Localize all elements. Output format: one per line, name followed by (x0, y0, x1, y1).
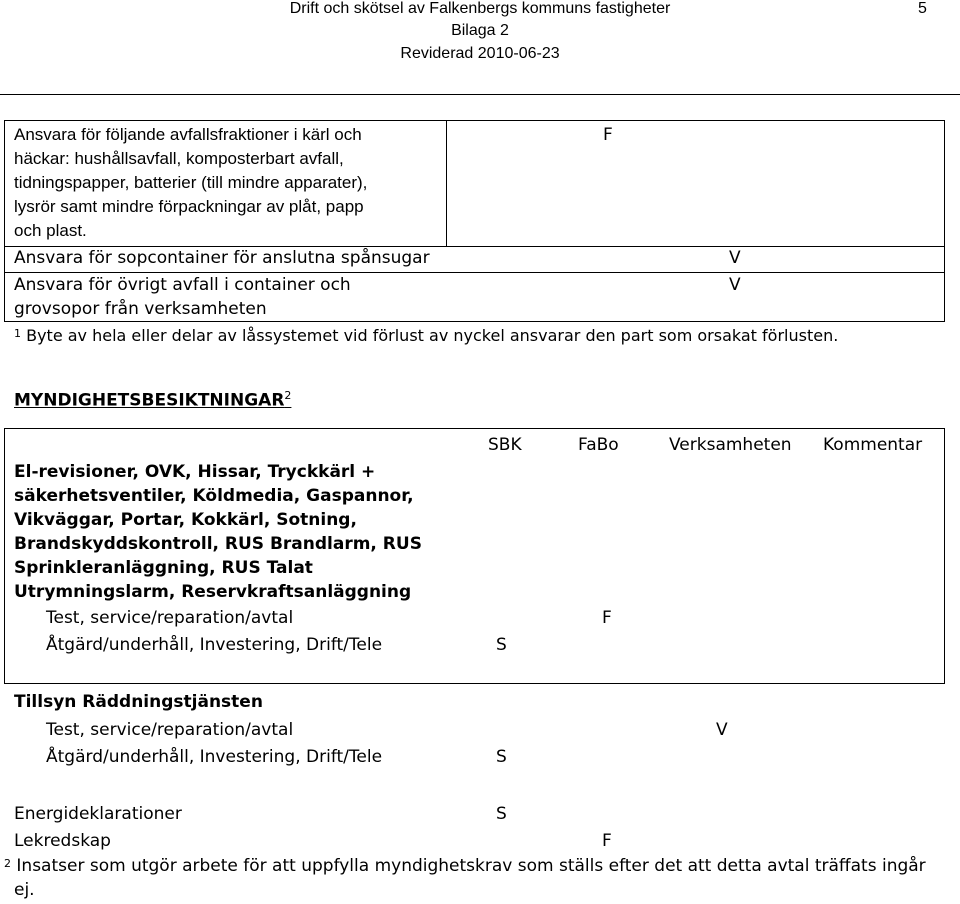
item-label: Åtgärd/underhåll, Investering, Drift/Tele (46, 747, 383, 767)
page-number: 5 (918, 0, 927, 17)
row-text-line: Ansvara för följande avfallsfraktioner i kärl och (14, 125, 362, 144)
column-header-fabo: FaBo (578, 435, 619, 455)
document-title: Drift och skötsel av Falkenbergs kommuns fastigheter (289, 0, 671, 17)
responsibility-mark: F (603, 125, 613, 145)
inspection-group (14, 460, 422, 604)
group-text-line: Brandskyddskontroll, RUS Brandlarm, RUS (14, 534, 422, 554)
footnote-text: Insatser som utgör arbete för att uppfylla myndighetskrav som ställs efter det att detta avtal träffats ingår (16, 856, 926, 876)
responsibility-mark: V (716, 720, 728, 740)
item-label: Test, service/reparation/avtal (46, 608, 294, 628)
appendix-label: Bilaga 2 (451, 22, 509, 39)
row-text-line: och plast. (14, 221, 87, 240)
table-row (14, 123, 367, 243)
item-label: Lekredskap (14, 831, 111, 851)
revision-date: Reviderad 2010-06-23 (400, 45, 560, 62)
column-header-sbk: SBK (488, 435, 522, 455)
footnote-text: Byte av hela eller delar av låssystemet vid förlust av nyckel ansvarar den part som orsakat förlusten. (26, 326, 839, 345)
responsibility-mark: F (602, 831, 612, 851)
section-title: MYNDIGHETSBESIKTNINGAR (14, 390, 285, 411)
header-divider (0, 94, 960, 95)
column-header-verksamheten: Verksamheten (669, 435, 792, 455)
responsibility-mark: V (729, 275, 741, 295)
responsibility-mark: S (496, 635, 507, 655)
footnote-1 (14, 324, 838, 348)
item-label: Energideklarationer (14, 804, 182, 824)
responsibility-mark: S (496, 804, 507, 824)
responsibility-mark: S (496, 747, 507, 767)
footnote-number: 2 (4, 857, 11, 870)
tillsyn-heading: Tillsyn Räddningstjänsten (14, 692, 263, 712)
row-text-line: häckar: hushållsavfall, komposterbart avfall, (14, 149, 344, 168)
footnote-text-continued: ej. (14, 880, 35, 900)
section-heading (14, 384, 291, 413)
row-text-line: lysrör samt mindre förpackningar av plåt, papp (14, 197, 364, 216)
row-text-line: tidningspapper, batterier (till mindre apparater), (14, 173, 368, 192)
responsibility-mark: F (602, 608, 612, 628)
footnote-2 (4, 854, 926, 878)
row-text-line: Ansvara för sopcontainer för anslutna spånsugar (14, 248, 430, 268)
group-text-line: Utrymningslarm, Reservkraftsanläggning (14, 582, 412, 602)
group-text-line: säkerhetsventiler, Köldmedia, Gaspannor, (14, 486, 414, 506)
row-text-line: grovsopor från verksamheten (14, 299, 267, 319)
responsibility-mark: V (729, 248, 741, 268)
table-column-divider (446, 120, 447, 246)
column-header-kommentar: Kommentar (823, 435, 923, 455)
row-text-line: Ansvara för övrigt avfall i container och (14, 275, 351, 295)
group-text-line: El-revisioner, OVK, Hissar, Tryckkärl + (14, 462, 376, 482)
item-label: Test, service/reparation/avtal (46, 720, 294, 740)
section-footnote-ref: 2 (284, 389, 292, 402)
footnote-number: 1 (14, 327, 21, 340)
group-text-line: Vikväggar, Portar, Kokkärl, Sotning, (14, 510, 357, 530)
item-label: Åtgärd/underhåll, Investering, Drift/Tele (46, 635, 383, 655)
group-text-line: Sprinkleranläggning, RUS Talat (14, 558, 313, 578)
